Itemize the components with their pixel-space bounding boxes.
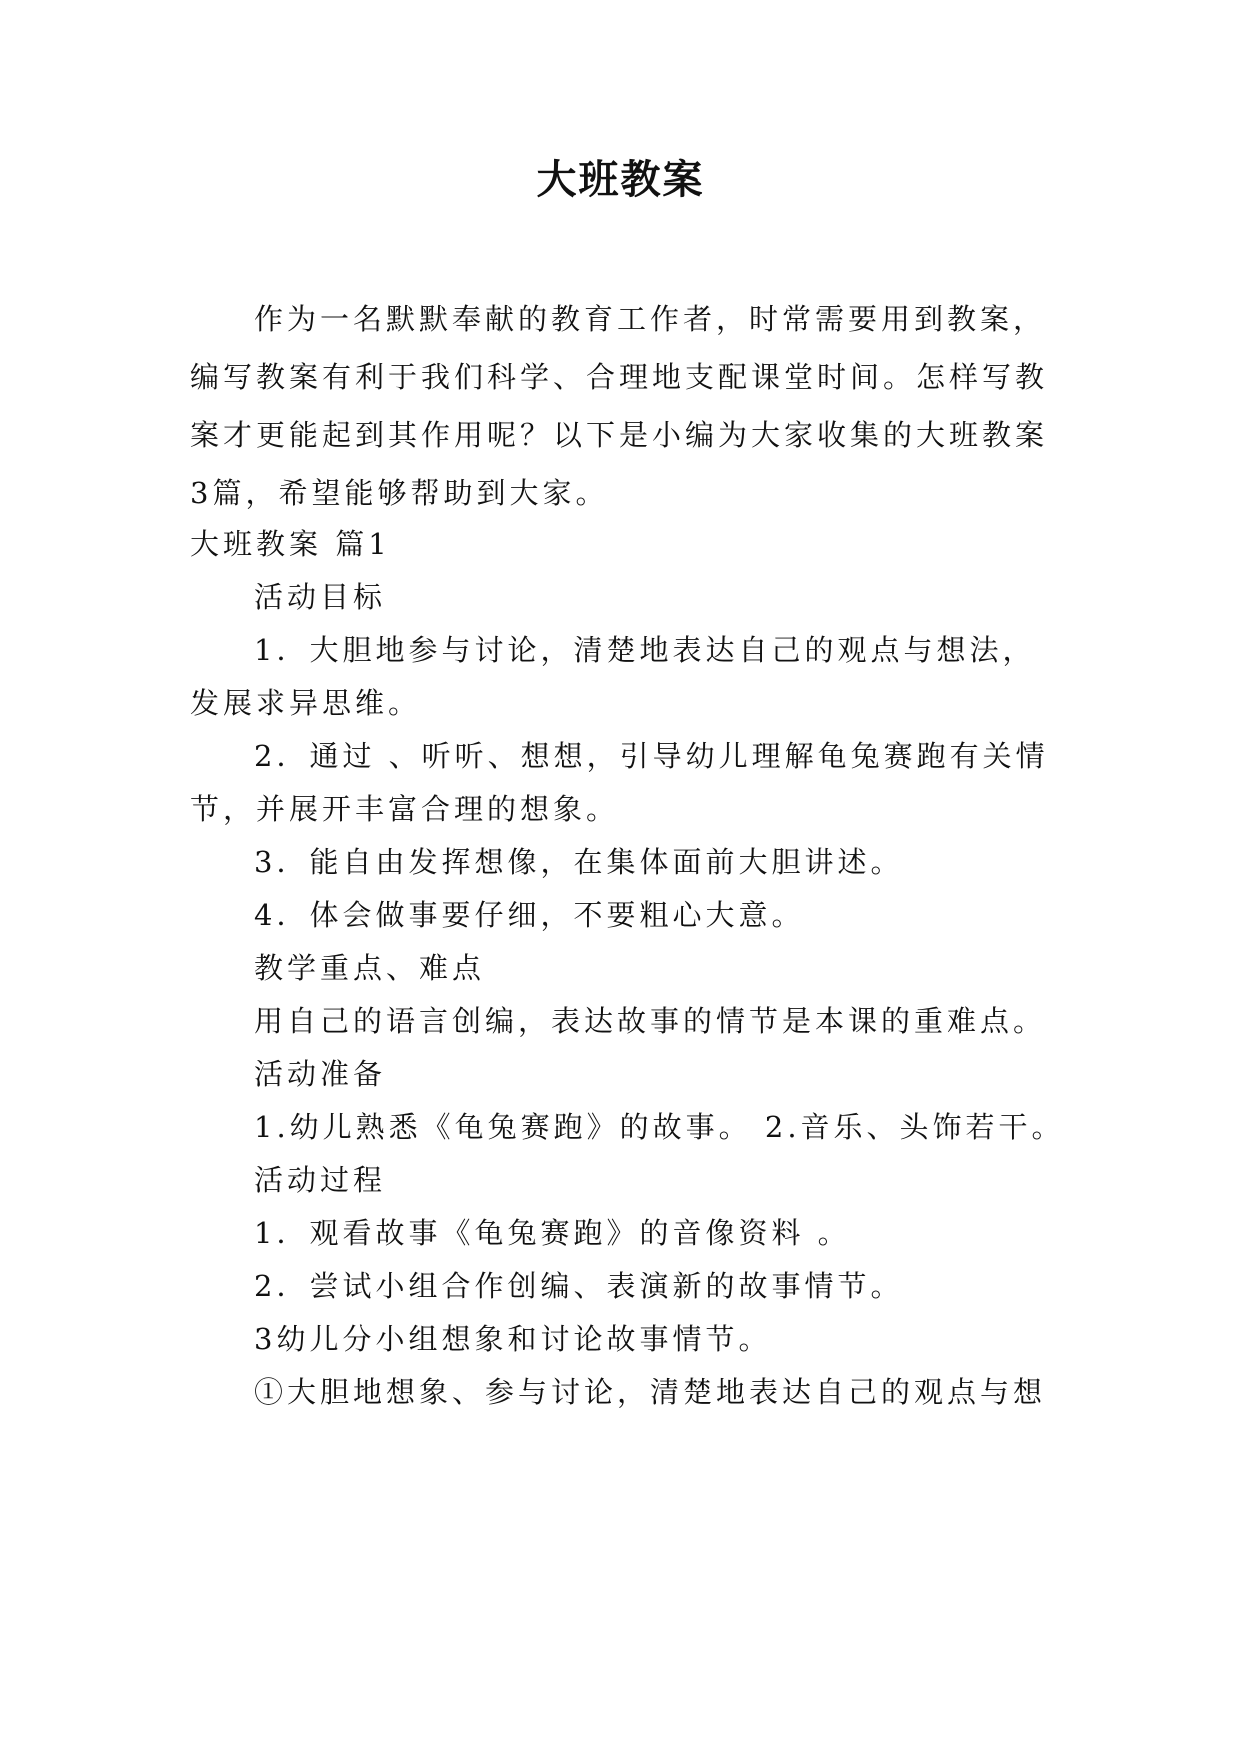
goal-1-line-2: 发展求异思维。 (190, 686, 422, 720)
goal-1-line-1: 1．大胆地参与讨论，清楚地表达自己的观点与想法， (254, 633, 1036, 667)
process-step-1: 1．观看故事《龟兔赛跑》的音像资料 。 (254, 1216, 851, 1250)
goals-heading: 活动目标 (254, 580, 387, 614)
process-step-3-item-1: ①大胆地想象、参与讨论，清楚地表达自己的观点与想 (254, 1375, 1047, 1409)
key-points-heading: 教学重点、难点 (254, 951, 486, 985)
goal-2-line-1: 2．通过 、听听、想想，引导幼儿理解龟兔赛跑有关情 (254, 739, 1049, 773)
goal-2-line-2: 节，并展开丰富合理的想象。 (190, 792, 620, 826)
key-points-text: 用自己的语言创编，表达故事的情节是本课的重难点。 (254, 1004, 1047, 1038)
goal-4: 4．体会做事要仔细，不要粗心大意。 (254, 898, 805, 932)
preparation-heading: 活动准备 (254, 1057, 387, 1091)
document-title: 大班教案 (536, 157, 705, 203)
process-step-2: 2．尝试小组合作创编、表演新的故事情节。 (254, 1269, 904, 1303)
process-heading: 活动过程 (254, 1163, 387, 1197)
process-step-3: 3幼儿分小组想象和讨论故事情节。 (254, 1322, 772, 1356)
goal-3: 3．能自由发挥想像，在集体面前大胆讲述。 (254, 845, 904, 879)
intro-paragraph: 作为一名默默奉献的教育工作者，时常需要用到教案，编写教案有利于我们科学、合理地支配课堂时间。怎样写教案才更能起到其作用呢？以下是小编为大家收集的大班教案3篇，希望能够帮助到大家。 (190, 302, 1049, 510)
section-heading: 大班教案 篇1 (190, 527, 391, 561)
preparation-text: 1.幼儿熟悉《龟兔赛跑》的故事。 2.音乐、头饰若干。 (254, 1110, 1065, 1144)
